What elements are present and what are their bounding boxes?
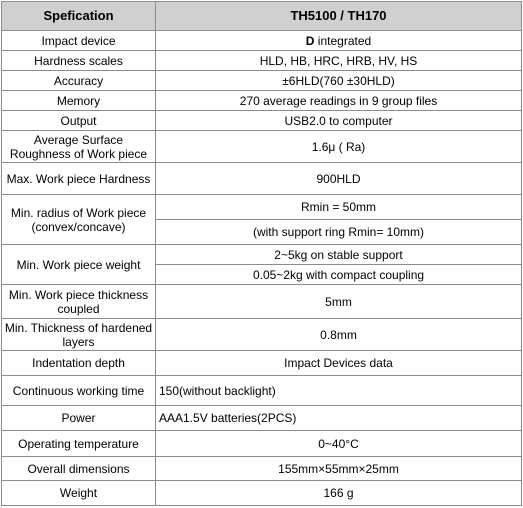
- specification-table: [1, 1, 522, 506]
- min-radius-value: Rmin = 50mm: [156, 195, 522, 220]
- accuracy-label: Accuracy: [2, 71, 156, 91]
- temperature-label: Operating temperature: [2, 431, 156, 457]
- table-row: [2, 131, 522, 163]
- dimensions-value: 155mm×55mm×25mm: [156, 457, 522, 481]
- table-row: [2, 195, 522, 220]
- table-row: [2, 91, 522, 111]
- table-row: [2, 163, 522, 195]
- table-row: [2, 285, 522, 319]
- table-row: [2, 376, 522, 406]
- impact-device-suffix: integrated: [314, 33, 372, 48]
- indentation-label: Indentation depth: [2, 351, 156, 376]
- table-row: [2, 319, 522, 351]
- impact-device-value: [156, 31, 522, 51]
- dimensions-label: Overall dimensions: [2, 457, 156, 481]
- table-row: [2, 457, 522, 481]
- table-row: [2, 481, 522, 506]
- table-row: [2, 111, 522, 131]
- roughness-value: 1.6μ ( Ra): [156, 131, 522, 163]
- roughness-label: Average Surface Roughness of Work piece: [2, 131, 156, 163]
- min-thickness-label: Min. Work piece thickness coupled: [2, 285, 156, 319]
- working-time-value: 150(without backlight): [156, 376, 522, 406]
- memory-value: 270 average readings in 9 group files: [156, 91, 522, 111]
- min-weight-label: Min. Work piece weight: [2, 245, 156, 285]
- max-hardness-label: Max. Work piece Hardness: [2, 163, 156, 195]
- table-header-row: [2, 2, 522, 31]
- hardened-layer-label: Min. Thickness of hardened layers: [2, 319, 156, 351]
- header-model-label: TH5100 / TH170: [156, 2, 522, 31]
- weight-label: Weight: [2, 481, 156, 506]
- power-label: Power: [2, 406, 156, 431]
- hardened-layer-value: 0.8mm: [156, 319, 522, 351]
- impact-device-label: Impact device: [2, 31, 156, 51]
- hardness-scales-label: Hardness scales: [2, 51, 156, 71]
- temperature-value: 0~40°C: [156, 431, 522, 457]
- header-spec-label: Spefication: [2, 2, 156, 31]
- weight-value: 166 g: [156, 481, 522, 506]
- table-row: [2, 71, 522, 91]
- memory-label: Memory: [2, 91, 156, 111]
- impact-device-type: D: [305, 33, 315, 48]
- max-hardness-value: 900HLD: [156, 163, 522, 195]
- accuracy-value: ±6HLD(760 ±30HLD): [156, 71, 522, 91]
- table-row: [2, 431, 522, 457]
- table-row: [2, 351, 522, 376]
- hardness-scales-value: HLD, HB, HRC, HRB, HV, HS: [156, 51, 522, 71]
- min-radius-label: Min. radius of Work piece (convex/concave): [2, 195, 156, 245]
- table-row: [2, 245, 522, 265]
- output-value: USB2.0 to computer: [156, 111, 522, 131]
- table-row: [2, 406, 522, 431]
- table-row: [2, 31, 522, 51]
- working-time-label: Continuous working time: [2, 376, 156, 406]
- table-row: [2, 51, 522, 71]
- output-label: Output: [2, 111, 156, 131]
- min-thickness-value: 5mm: [156, 285, 522, 319]
- indentation-value: Impact Devices data: [156, 351, 522, 376]
- min-radius-support-value: (with support ring Rmin= 10mm): [156, 220, 522, 245]
- min-weight-stable-value: 2~5kg on stable support: [156, 245, 522, 265]
- min-weight-coupling-value: 0.05~2kg with compact coupling: [156, 265, 522, 285]
- power-value: AAA1.5V batteries(2PCS): [156, 406, 522, 431]
